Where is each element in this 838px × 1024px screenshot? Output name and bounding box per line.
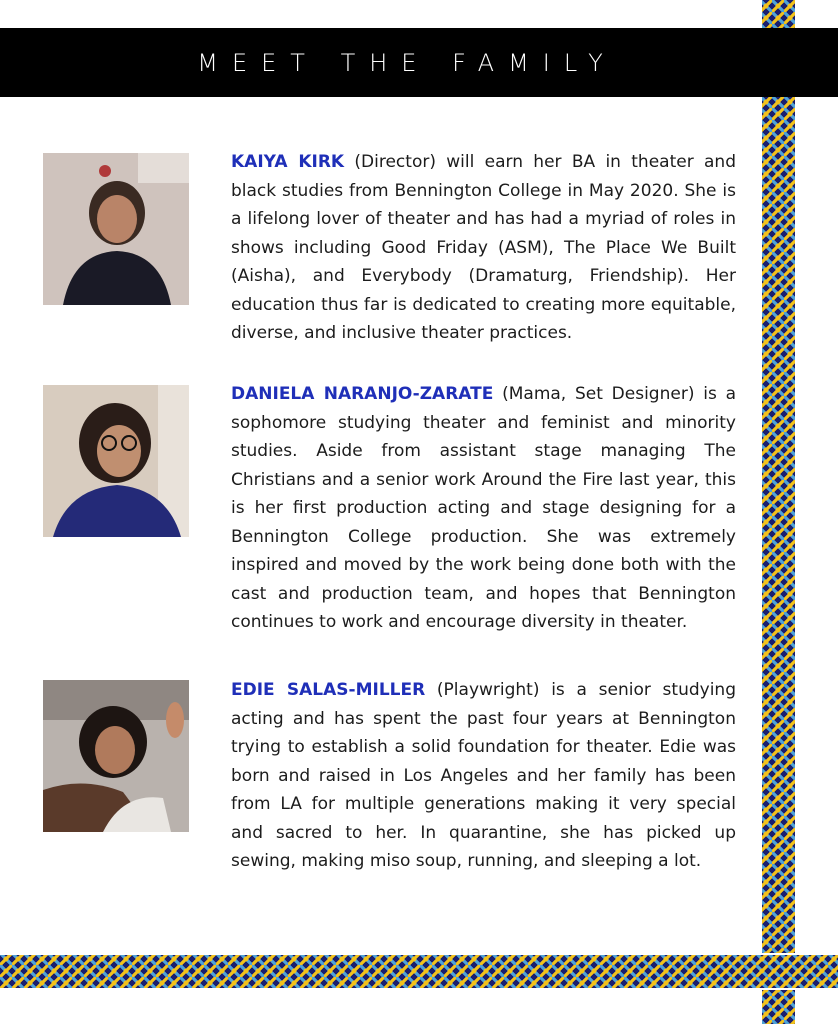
member-bio-edie-salas-miller xyxy=(231,676,736,876)
member-name: KAIYA KIRK xyxy=(231,152,345,172)
member-name: DANIELA NARANJO-ZARATE xyxy=(231,384,494,404)
decorative-vertical-border xyxy=(760,0,797,1024)
member-description: (Mama, Set Designer) is a sophomore studying theater and feminist and minority studies. Aside from assistant stage managing The Christians and a senior work Around the Fire last year, this is her first production acting and stage designing for a Bennington College production. She was extremely inspired and moved by the work being done both with the cast and production team, and hopes that Bennington continues to work and encourage diversity in theater. xyxy=(231,384,736,632)
title-banner xyxy=(0,28,838,97)
member-description: (Director) will earn her BA in theater and black studies from Bennington College in May 2020. She is a lifelong lover of theater and has had a myriad of roles in shows including Good Friday (ASM), The Place We Built (Aisha), and Everybody (Dramaturg, Friendship). Her education thus far is dedicated to creating more equitable, diverse, and inclusive theater practices. xyxy=(231,152,736,343)
member-photo-kaiya-kirk xyxy=(43,153,189,305)
member-photo-edie-salas-miller xyxy=(43,680,189,832)
page-title: MEET THE FAMILY xyxy=(197,48,617,77)
member-photo-daniela-naranjo-zarate xyxy=(43,385,189,537)
decorative-horizontal-border xyxy=(0,953,838,990)
member-bio-kaiya-kirk xyxy=(231,148,736,348)
member-bio-daniela-naranjo-zarate xyxy=(231,380,736,637)
member-name: EDIE SALAS-MILLER xyxy=(231,680,426,700)
member-description: (Playwright) is a senior studying acting and has spent the past four years at Bennington trying to establish a solid foundation for theater. Edie was born and raised in Los Angeles and her family has been from LA for multiple generations making it very special and sacred to her. In quarantine, she has picked up sewing, making miso soup, running, and sleeping a lot. xyxy=(231,680,736,871)
